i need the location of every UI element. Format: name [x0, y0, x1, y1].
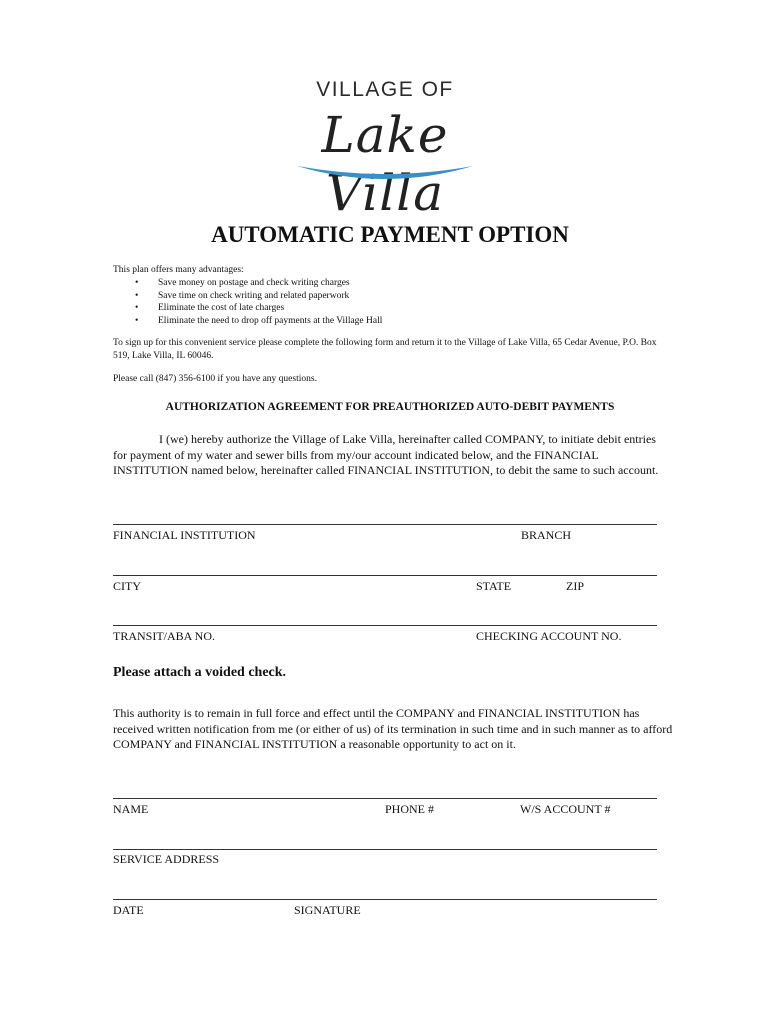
- service-address-label: SERVICE ADDRESS: [113, 852, 220, 866]
- signature-label: SIGNATURE: [294, 903, 361, 917]
- city-label: CITY: [113, 579, 141, 593]
- branch-label: BRANCH: [521, 528, 572, 542]
- date-label: DATE: [113, 903, 144, 917]
- list-item: • Save time on check writing and related paperwork: [135, 290, 382, 303]
- authorization-heading: AUTHORIZATION AGREEMENT FOR PREAUTHORIZED AUTO-DEBIT PAYMENTS: [165, 401, 615, 413]
- authority-paragraph: This authority is to remain in full force and effect until the COMPANY and FINANCIAL INSTITUTION has received written notification from me (or either of us) of its termination in such time and in such manner as to afford COMPANY and FINANCIAL INSTITUTION a reasonable opportunity to act on it.: [113, 706, 673, 751]
- checking-account-label: CHECKING ACCOUNT NO.: [476, 629, 622, 643]
- state-label: STATE: [476, 579, 512, 593]
- page-title: AUTOMATIC PAYMENT OPTION: [211, 222, 569, 247]
- logo-swoosh-icon: [295, 162, 475, 184]
- transit-aba-label: TRANSIT/ABA NO.: [113, 629, 216, 643]
- contact-phone-text: Please call (847) 356-6100 if you have any questions.: [113, 374, 317, 384]
- phone-label: PHONE #: [385, 802, 435, 816]
- authorization-paragraph: [113, 432, 663, 479]
- zip-label: ZIP: [566, 579, 584, 593]
- logo-village-of: VILLAGE OF: [316, 78, 454, 101]
- list-item: • Eliminate the need to drop off payments at the Village Hall: [135, 315, 382, 328]
- signup-instructions: To sign up for this convenient service please complete the following form and return it to the Village of Lake Villa, 65 Cedar Avenue, P.O. Box 519, Lake Villa, IL 60046.: [113, 338, 657, 361]
- date-signature-field[interactable]: [113, 899, 657, 900]
- financial-institution-field[interactable]: [113, 524, 657, 525]
- financial-institution-label: FINANCIAL INSTITUTION: [113, 528, 256, 542]
- attach-check-note: Please attach a voided check.: [113, 665, 287, 680]
- village-logo: [255, 70, 515, 222]
- ws-account-label: W/S ACCOUNT #: [520, 802, 611, 816]
- advantages-list: [135, 277, 382, 327]
- city-state-zip-field[interactable]: [113, 575, 657, 576]
- intro-text: This plan offers many advantages:: [113, 265, 244, 275]
- name-phone-account-field[interactable]: [113, 798, 657, 799]
- name-label: NAME: [113, 802, 149, 816]
- service-address-field[interactable]: [113, 849, 657, 850]
- logo-lake-villa: Lake Villa: [321, 106, 449, 222]
- list-item: • Save money on postage and check writing charges: [135, 277, 382, 290]
- list-item: • Eliminate the cost of late charges: [135, 302, 382, 315]
- authorization-text: I (we) hereby authorize the Village of Lake Villa, hereinafter called COMPANY, to initiate debit entries for payment of my water and sewer bills from my/our account indicated below, and the FINANCIAL INSTITUTION named below, hereinafter called FINANCIAL INSTITUTION, to debit the same to such account.: [113, 432, 659, 477]
- transit-checking-field[interactable]: [113, 625, 657, 626]
